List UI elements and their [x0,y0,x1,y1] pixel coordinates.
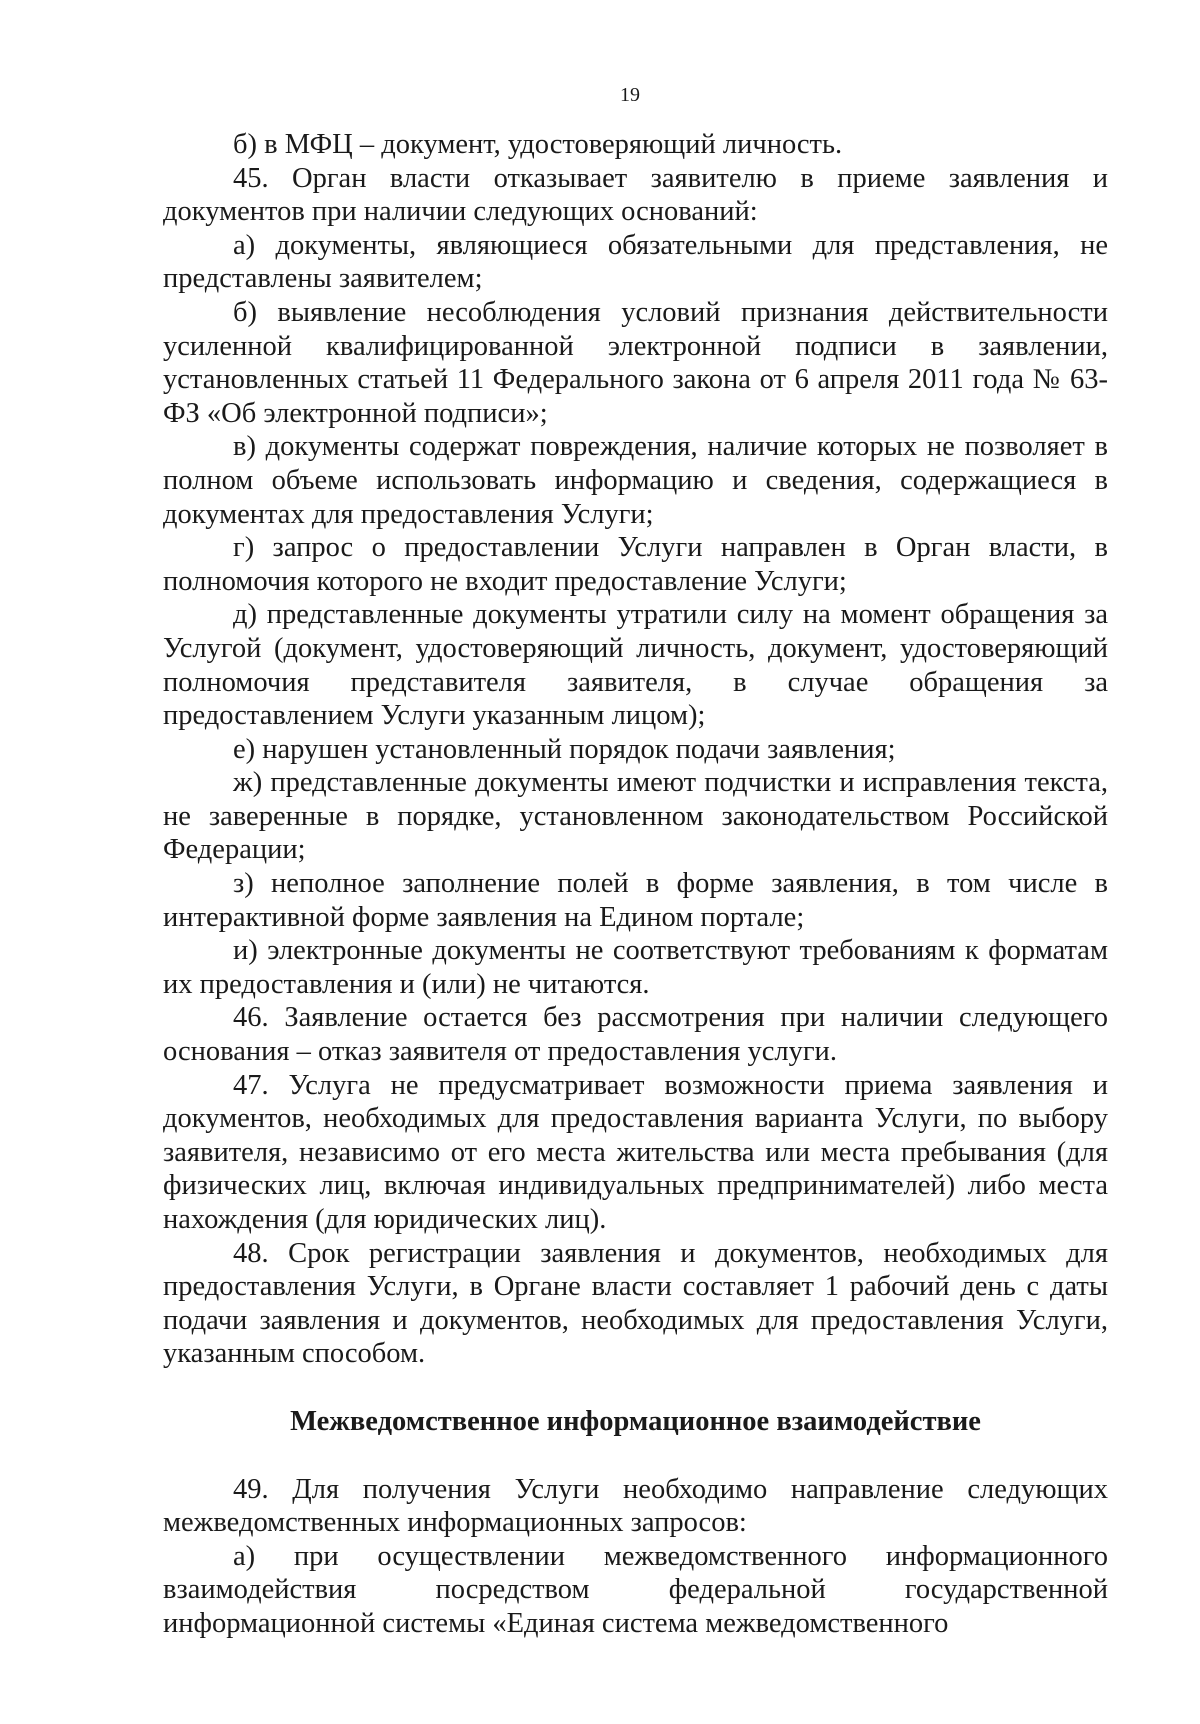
paragraph: 45. Орган власти отказывает заявителю в приеме заявления и документов при наличии следующих оснований: [163,162,1108,228]
paragraph: б) выявление несоблюдения условий признания действительности усиленной квалифицированной электронной подписи в заявлении, установленных статьей 11 Федерального закона от 6 апреля 2011 года № 63-ФЗ «Об электронной подписи»; [163,296,1108,429]
page-number: 19 [620,84,640,106]
paragraph: 49. Для получения Услуги необходимо направление следующих межведомственных информационных запросов: [163,1473,1108,1539]
paragraph: в) документы содержат повреждения, наличие которых не позволяет в полном объеме использовать информацию и сведения, содержащиеся в документах для предоставления Услуги; [163,431,1108,530]
paragraph: е) нарушен установленный порядок подачи заявления; [233,733,896,765]
paragraph: а) документы, являющиеся обязательными для представления, не представлены заявителем; [163,229,1108,295]
paragraph: а) при осуществлении межведомственного информационного взаимодействия посредством федеральной государственной информационной системы «Единая система межведомственного [163,1540,1108,1639]
paragraph: 47. Услуга не предусматривает возможности приема заявления и документов, необходимых для предоставления варианта Услуги, по выбору заявителя, независимо от его места жительства или места пребывания (для физических лиц, включая индивидуальных предпринимателей) либо места нахождения (для юридических лиц). [163,1069,1108,1235]
paragraph: 46. Заявление остается без рассмотрения при наличии следующего основания – отказ заявителя от предоставления услуги. [163,1002,1108,1068]
paragraph: и) электронные документы не соответствуют требованиям к форматам их предоставления и (или) не читаются. [163,935,1108,1000]
paragraph: г) запрос о предоставлении Услуги направлен в Орган власти, в полномочия которого не входит предоставление Услуги; [163,532,1108,597]
paragraph: ж) представленные документы имеют подчистки и исправления текста, не заверенные в порядке, установленном законодательством Российской Федерации; [163,767,1108,866]
paragraph: з) неполное заполнение полей в форме заявления, в том числе в интерактивной форме заявления на Едином портале; [163,868,1108,933]
document-body [163,128,1108,1641]
paragraph: д) представленные документы утратили силу на момент обращения за Услугой (документ, удостоверяющий личность, документ, удостоверяющий полномочия представителя заявителя, в случае обращения за предоставлением Услуги указанным лицом); [163,599,1108,732]
paragraph: б) в МФЦ – документ, удостоверяющий личность. [233,129,843,160]
section-heading: Межведомственное информационное взаимодействие [290,1405,981,1437]
paragraph: 48. Срок регистрации заявления и документов, необходимых для предоставления Услуги, в Органе власти составляет 1 рабочий день с даты подачи заявления и документов, необходимых для предоставления Услуги, указанным способом. [163,1237,1108,1370]
